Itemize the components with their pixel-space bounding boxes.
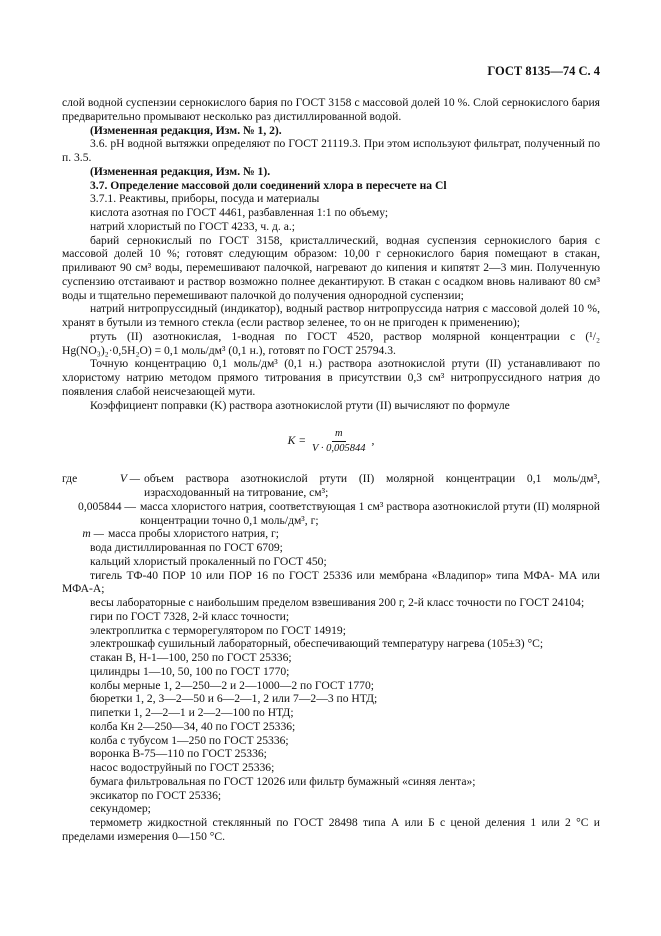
paragraph: Коэффициент поправки (K) раствора азотнокислой ртути (II) вычисляют по формуле — [90, 398, 510, 412]
list-item: колба Кн 2—250—34, 40 по ГОСТ 25336; — [90, 719, 296, 733]
list-item: бумага фильтровальная по ГОСТ 12026 или фильтр бумажный «синяя лента»; — [90, 774, 476, 788]
list-item: термометр жидкостной стеклянный по ГОСТ 28498 типа А или Б с ценой деления 1 или 2 °С и пределами измерения 0—150 °С. — [62, 816, 600, 843]
definition-term: m — — [82, 527, 104, 541]
list-item: гири по ГОСТ 7328, 2-й класс точности; — [90, 609, 290, 623]
list-item: секундомер; — [90, 802, 151, 816]
list-item: ртуть (II) азотнокислая, 1-водная по ГОСТ 4520, раствор молярной концентрации c (¹/₂ Hg(NO₃)₂·0,5H₂O) = 0,1 моль/дм³ (0,1 н.), готовят по ГОСТ 25794.3. — [62, 329, 600, 357]
formula-fraction — [309, 427, 368, 456]
page-header: ГОСТ 8135—74 С. 4 — [487, 64, 600, 78]
list-item: эксикатор по ГОСТ 25336; — [90, 788, 222, 802]
definition-row — [62, 472, 600, 500]
list-item: натрий нитропруссидный (индикатор), водный раствор нитропруссида натрия с массовой долей 10 %, хранят в бутыли из темного стекла (если раствор зеленее, то он не пригоден к применению); — [62, 302, 600, 329]
list-item: колбы мерные 1, 2—250—2 и 2—1000—2 по ГОСТ 1770; — [90, 678, 374, 692]
definition-row — [62, 527, 600, 541]
equipment-list — [62, 541, 600, 844]
list-item: бюретки 1, 2, 3—2—50 и 6—2—1, 2 или 7—2—3 по НТД; — [90, 692, 378, 706]
list-item: барий сернокислый по ГОСТ 3158, кристаллический, водная суспензия сернокислого бария с массовой долей 10 %; готовят следующим образом: 10,00 г сернокислого бария помещают в стакан, приливают 90 см³ воды, перемешивают палочкой, нагревают до кипения и кипятят 2—3 мин. Полученную суспензию отстаивают и раствор возможно полнее декантируют. В стакан с осадком вновь наливают 80 см³ воды и тщательно перемешивают палочкой до получения однородной суспензии; — [62, 233, 600, 302]
list-item: весы лабораторные с наибольшим пределом взвешивания 200 г, 2-й класс точности по ГОСТ 24104; — [90, 596, 585, 609]
list-item: колба с тубусом 1—250 по ГОСТ 25336; — [90, 733, 289, 747]
definition-term: 0,005844 — — [78, 499, 136, 513]
list-item: стакан В, Н-1—100, 250 по ГОСТ 25336; — [90, 651, 292, 664]
section-heading: 3.7. Определение массовой доли соединений хлора в пересчете на Cl — [90, 178, 447, 192]
definition-row — [62, 500, 600, 528]
list-item: электрошкаф сушильный лабораторный, обеспечивающий температуру нагрева (105±3) °С; — [90, 637, 544, 651]
list-item: цилиндры 1—10, 50, 100 по ГОСТ 1770; — [90, 664, 290, 678]
formula-denominator: V · 0,005844 — [312, 442, 366, 454]
definition-term: V — — [119, 472, 140, 486]
list-item: пипетки 1, 2—2—1 и 2—2—100 по НТД; — [90, 706, 294, 719]
list-item: кислота азотная по ГОСТ 4461, разбавленная 1:1 по объему; — [90, 206, 389, 219]
amendment-note: (Измененная редакция, Изм. № 1, 2). — [90, 123, 282, 137]
document-body — [62, 96, 600, 844]
list-item: кальций хлористый прокаленный по ГОСТ 450; — [90, 554, 327, 568]
formula-numerator: m — [332, 427, 346, 442]
definition-text: масса пробы хлористого натрия, г; — [108, 527, 280, 541]
list-item: воронка В-75—110 по ГОСТ 25336; — [90, 747, 267, 761]
list-item: вода дистиллированная по ГОСТ 6709; — [90, 541, 283, 554]
list-item: тигель ТФ-40 ПОР 10 или ПОР 16 по ГОСТ 25336 или мембрана «Владипор» типа МФА- МА или МФА-А; — [62, 568, 600, 596]
definition-text: масса хлористого натрия, соответствующая 1 см³ раствора азотнокислой ртути (II) молярной концентрации точно 0,1 моль/дм³, г; — [140, 499, 600, 527]
where-label: где — [62, 472, 78, 486]
list-item: насос водоструйный по ГОСТ 25336; — [90, 761, 275, 774]
formula — [62, 424, 600, 458]
formula-tail: , — [371, 434, 375, 448]
list-item: электроплитка с терморегулятором по ГОСТ 14919; — [90, 623, 346, 637]
subsection-heading: 3.7.1. Реактивы, приборы, посуда и материалы — [90, 192, 320, 206]
definition-text: объем раствора азотнокислой ртути (II) молярной концентрации 0,1 моль/дм³, израсходованный на титрование, см³; — [144, 472, 600, 499]
paragraph: слой водной суспензии сернокислого бария по ГОСТ 3158 с массовой долей 10 %. Слой сернокислого бария предварительно промывают несколько раз дистиллированной водой. — [62, 96, 600, 123]
amendment-note: (Измененная редакция, Изм. № 1). — [90, 164, 271, 178]
list-item: натрий хлористый по ГОСТ 4233, ч. д. а.; — [90, 219, 295, 233]
paragraph: 3.6. pH водной вытяжки определяют по ГОСТ 21119.3. При этом используют фильтрат, полученный по п. 3.5. — [62, 137, 600, 164]
formula-lhs: K = — [287, 434, 307, 448]
paragraph: Точную концентрацию 0,1 моль/дм³ (0,1 н.) раствора азотнокислой ртути (II) устанавливают по хлористому натрию методом прямого титрования в присутствии 0,3 см³ нитропруссидного натрия до появления слабой неисчезающей мути. — [62, 357, 600, 398]
